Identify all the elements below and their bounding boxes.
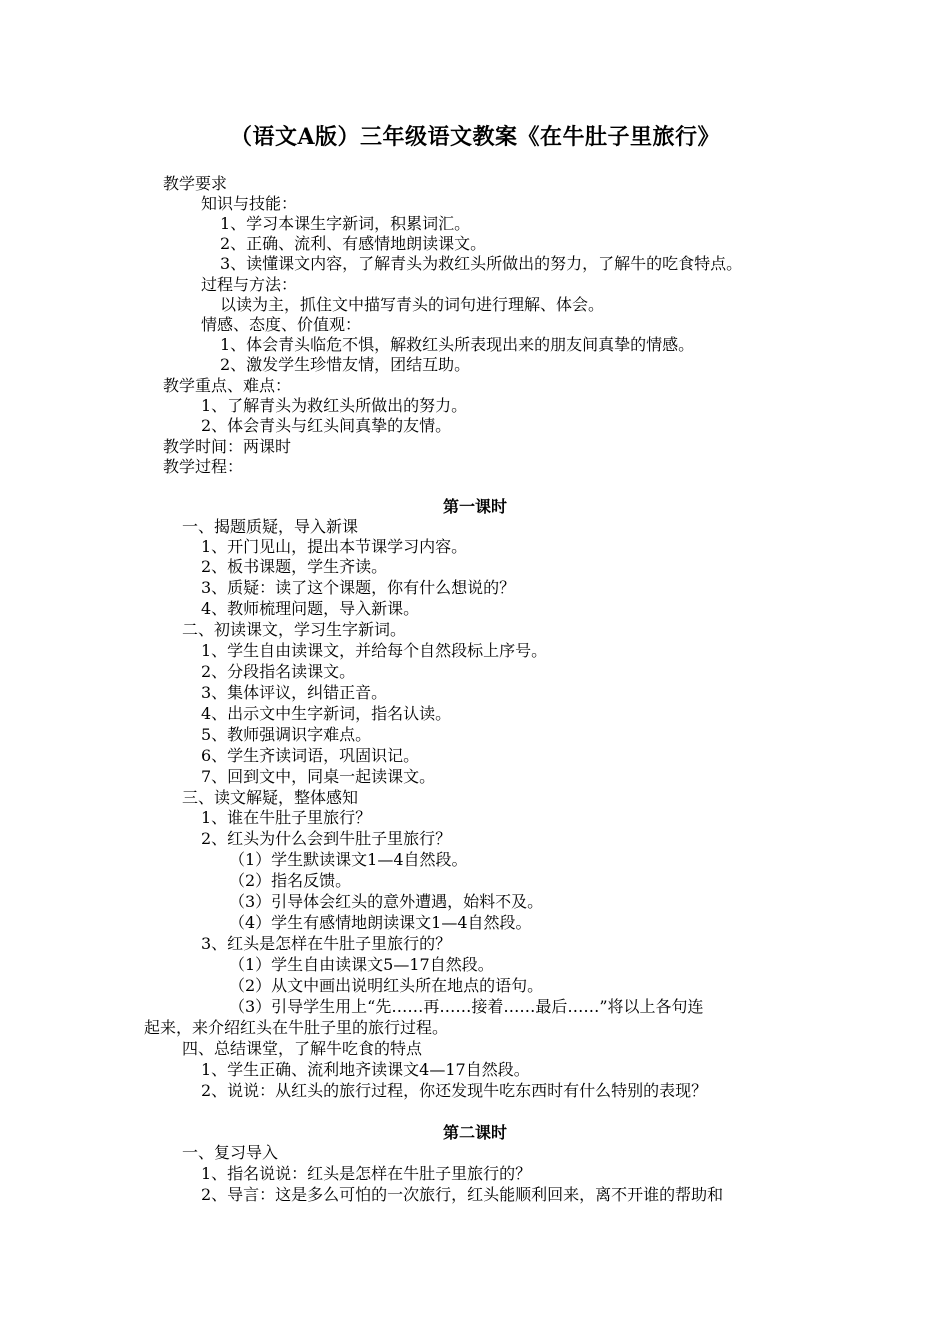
list-item: 1、学生自由读课文，并给每个自然段标上序号。	[201, 641, 548, 660]
list-item: 4、出示文中生字新词，指名认读。	[201, 704, 452, 723]
section-heading: 教学过程：	[163, 457, 244, 476]
list-item: 4、教师梳理问题，导入新课。	[201, 599, 420, 618]
sub-list-item: （3）引导学生用上“先……再……接着……最后……”将以上各句连	[229, 997, 704, 1016]
list-item: 1、指名说说：红头是怎样在牛肚子里旅行的？	[201, 1164, 532, 1183]
lesson-heading: 第二课时	[442, 1123, 507, 1142]
list-item: 7、回到文中，同桌一起读课文。	[201, 767, 436, 786]
list-item: 3、质疑：读了这个课题，你有什么想说的？	[201, 578, 516, 597]
list-item: 3、读懂课文内容，了解青头为救红头所做出的努力，了解牛的吃食特点。	[220, 254, 743, 273]
list-item: 6、学生齐读词语，巩固识记。	[201, 746, 420, 765]
paragraph: 以读为主，抓住文中描写青头的词句进行理解、体会。	[220, 295, 605, 314]
sub-list-item: （1）学生自由读课文5—17自然段。	[229, 955, 494, 974]
sub-list-item: （4）学生有感情地朗读课文1—4自然段。	[229, 913, 532, 932]
list-item: 1、学生正确、流利地齐读课文4—17自然段。	[201, 1060, 530, 1079]
list-item: 1、学习本课生字新词，积累词汇。	[220, 214, 471, 233]
step-heading: 三、读文解疑，整体感知	[182, 788, 359, 807]
step-heading: 一、揭题质疑，导入新课	[182, 517, 359, 536]
section-heading: 教学时间：两课时	[163, 437, 292, 456]
sub-list-item: （2）从文中画出说明红头所在地点的语句。	[229, 976, 544, 995]
list-item: 2、分段指名读课文。	[201, 662, 356, 681]
document-title: （语文A版）三年级语文教案《在牛肚子里旅行》	[229, 124, 721, 150]
step-heading: 四、总结课堂，了解牛吃食的特点	[182, 1039, 423, 1058]
list-item: 3、红头是怎样在牛肚子里旅行的？	[201, 934, 452, 953]
step-heading: 二、初读课文，学习生字新词。	[182, 620, 407, 639]
list-item: 2、板书课题，学生齐读。	[201, 557, 388, 576]
list-item: 2、导言：这是多么可怕的一次旅行，红头能顺利回来，离不开谁的帮助和	[201, 1185, 724, 1204]
subsection-heading: 情感、态度、价值观：	[201, 315, 362, 334]
list-item: 2、体会青头与红头间真挚的友情。	[201, 416, 452, 435]
subsection-heading: 过程与方法：	[201, 275, 298, 294]
section-heading: 教学重点、难点：	[163, 376, 292, 395]
list-item: 1、谁在牛肚子里旅行？	[201, 808, 372, 827]
sub-list-item: （3）引导体会红头的意外遭遇，始料不及。	[229, 892, 544, 911]
list-item: 2、红头为什么会到牛肚子里旅行？	[201, 829, 452, 848]
list-item: 1、开门见山，提出本节课学习内容。	[201, 537, 468, 556]
list-item: 2、正确、流利、有感情地朗读课文。	[220, 234, 487, 253]
list-item: 3、集体评议，纠错正音。	[201, 683, 388, 702]
list-item: 5、教师强调识字难点。	[201, 725, 372, 744]
subsection-heading: 知识与技能：	[201, 194, 298, 213]
sub-list-item-continuation: 起来，来介绍红头在牛肚子里的旅行过程。	[144, 1018, 449, 1037]
section-heading: 教学要求	[163, 174, 228, 193]
list-item: 1、了解青头为救红头所做出的努力。	[201, 396, 468, 415]
sub-list-item: （1）学生默读课文1—4自然段。	[229, 850, 468, 869]
step-heading: 一、复习导入	[182, 1143, 279, 1162]
sub-list-item: （2）指名反馈。	[229, 871, 352, 890]
list-item: 2、说说：从红头的旅行过程，你还发现牛吃东西时有什么特别的表现？	[201, 1081, 708, 1100]
list-item: 1、体会青头临危不惧，解救红头所表现出来的朋友间真挚的情感。	[220, 335, 695, 354]
lesson-heading: 第一课时	[442, 497, 507, 516]
list-item: 2、激发学生珍惜友情，团结互助。	[220, 355, 471, 374]
